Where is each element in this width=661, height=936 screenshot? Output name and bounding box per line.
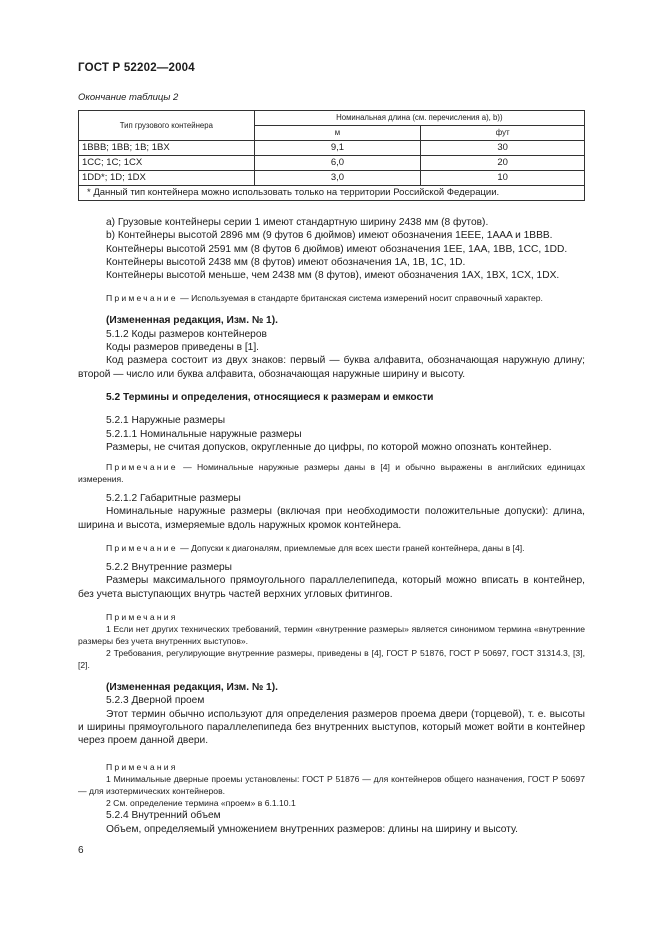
note-text: — Номинальные наружные размеры даны в [4] и обычно выражены в английских единицах измерения. [78,462,585,485]
section-5-2-3-text: Этот термин обычно используют для определения размеров проема двери (торцевой), т. е. высоты и ширины прямоугольного параллелепипеда без внутренних выступов, который может войти в контейнер через проем данной двери. [78,708,585,747]
note-5-2-3-1: 1 Минимальные дверные проемы установлены: ГОСТ Р 51876 — для контейнеров общего назначения, ГОСТ Р 50697 — для изотермических контейнеров. [78,774,585,797]
cell-m: 6,0 [254,156,421,171]
header-unit-m: м [254,126,421,141]
section-5-1-2-title: 5.1.2 Коды размеров контейнеров [106,328,267,340]
item-b-line3: Контейнеры высотой 2438 мм (8 футов) имеют обозначения 1A, 1B, 1C, 1D. [106,256,466,268]
item-b-line2: Контейнеры высотой 2591 мм (8 футов 6 дюймов) имеют обозначения 1EE, 1AA, 1BB, 1CC, 1DD. [106,243,568,255]
amendment-note-2: (Измененная редакция, Изм. № 1). [106,681,278,693]
cell-type: 1CC; 1C; 1CX [79,156,255,171]
note-measurement-system [78,292,585,304]
note-label: Примечание [106,462,178,473]
document-header: ГОСТ Р 52202—2004 [78,62,195,74]
table-footnote: * Данный тип контейнера можно использовать только на территории Российской Федерации. [79,186,585,201]
item-b-line4: Контейнеры высотой меньше, чем 2438 мм (8 футов), имеют обозначения 1AX, 1BX, 1CX, 1DX. [106,270,560,282]
table-row [79,171,585,186]
amendment-note: (Измененная редакция, Изм. № 1). [106,315,278,327]
section-5-2-2-title: 5.2.2 Внутренние размеры [106,562,232,574]
section-5-1-2-text1: Коды размеров приведены в [1]. [106,342,260,354]
section-5-2-1-2-title: 5.2.1.2 Габаритные размеры [106,493,241,505]
table-caption: Окончание таблицы 2 [78,92,179,103]
table-row [79,141,585,156]
note-5-2-2-2: 2 Требования, регулирующие внутренние размеры, приведены в [4], ГОСТ Р 51876, ГОСТ Р 50697, ГОСТ 31314.3, [3], [2]. [78,647,585,670]
section-5-2-3-title: 5.2.3 Дверной проем [106,695,205,707]
item-b: b) Контейнеры высотой 2896 мм (9 футов 6 дюймов) имеют обозначения 1EEE, 1AAA и 1BBB. [106,230,553,242]
cell-m: 9,1 [254,141,421,156]
note-nominal-dimensions [78,461,585,485]
container-length-table [78,110,585,201]
note-5-2-2-1: 1 Если нет других технических требований, термин «внутренние размеры» является синонимом термина «внутренние размеры без учета внутренних выступов». [78,623,585,646]
section-5-2-1-1-text: Размеры, не считая допусков, округленные до цифры, по которой можно опознать контейнер. [106,441,552,453]
notes-heading-2: Примечания [106,762,178,773]
notes-heading: Примечания [106,611,178,622]
section-5-1-2-text2: Код размера состоит из двух знаков: первый — буква алфавита, обозначающая наружную длину; второй — число или буква алфавита, обозначающая наружные ширину и высоту. [78,355,585,380]
header-unit-ft: фут [421,126,585,141]
cell-ft: 30 [421,141,585,156]
cell-ft: 20 [421,156,585,171]
note-5-2-3-2: 2 См. определение термина «проем» в 6.1.10.1 [106,798,296,809]
document-body [78,216,585,836]
note-diagonal-tolerances [78,542,585,554]
note-text: — Используемая в стандарте британская система измерений носит справочный характер. [177,293,543,304]
note-label: Примечание [106,543,178,554]
cell-m: 3,0 [254,171,421,186]
section-5-2-title: 5.2 Термины и определения, относящиеся к размерам и емкости [106,391,434,403]
header-container-type: Тип грузового контейнера [79,111,255,141]
note-label: Примечание [106,293,178,304]
page-number: 6 [78,845,84,856]
section-5-2-1-1-title: 5.2.1.1 Номинальные наружные размеры [106,428,302,440]
note-text: — Допуски к диагоналям, приемлемые для всех шести граней контейнера, даны в [4]. [177,543,525,554]
section-5-2-4-title: 5.2.4 Внутренний объем [106,810,221,822]
section-5-2-4-text: Объем, определяемый умножением внутренних размеров: длины на ширину и высоту. [106,823,518,835]
cell-type: 1DD*; 1D; 1DX [79,171,255,186]
section-5-2-1-title: 5.2.1 Наружные размеры [106,415,226,427]
header-nominal-length: Номинальная длина (см. перечисления a), b)) [254,111,584,126]
section-5-2-1-2-text: Номинальные наружные размеры (включая при необходимости положительные допуски): длина, ширина и высота, измеряемые вдоль наружных кромок контейнера. [78,506,585,531]
item-a: a) Грузовые контейнеры серии 1 имеют стандартную ширину 2438 мм (8 футов). [106,217,489,228]
cell-type: 1BBB; 1BB; 1B; 1BX [79,141,255,156]
table-row [79,156,585,171]
section-5-2-2-text: Размеры максимального прямоугольного параллелепипеда, который можно вписать в контейнер, без учета выступающих внутрь частей верхних угловых фитингов. [78,575,585,600]
cell-ft: 10 [421,171,585,186]
